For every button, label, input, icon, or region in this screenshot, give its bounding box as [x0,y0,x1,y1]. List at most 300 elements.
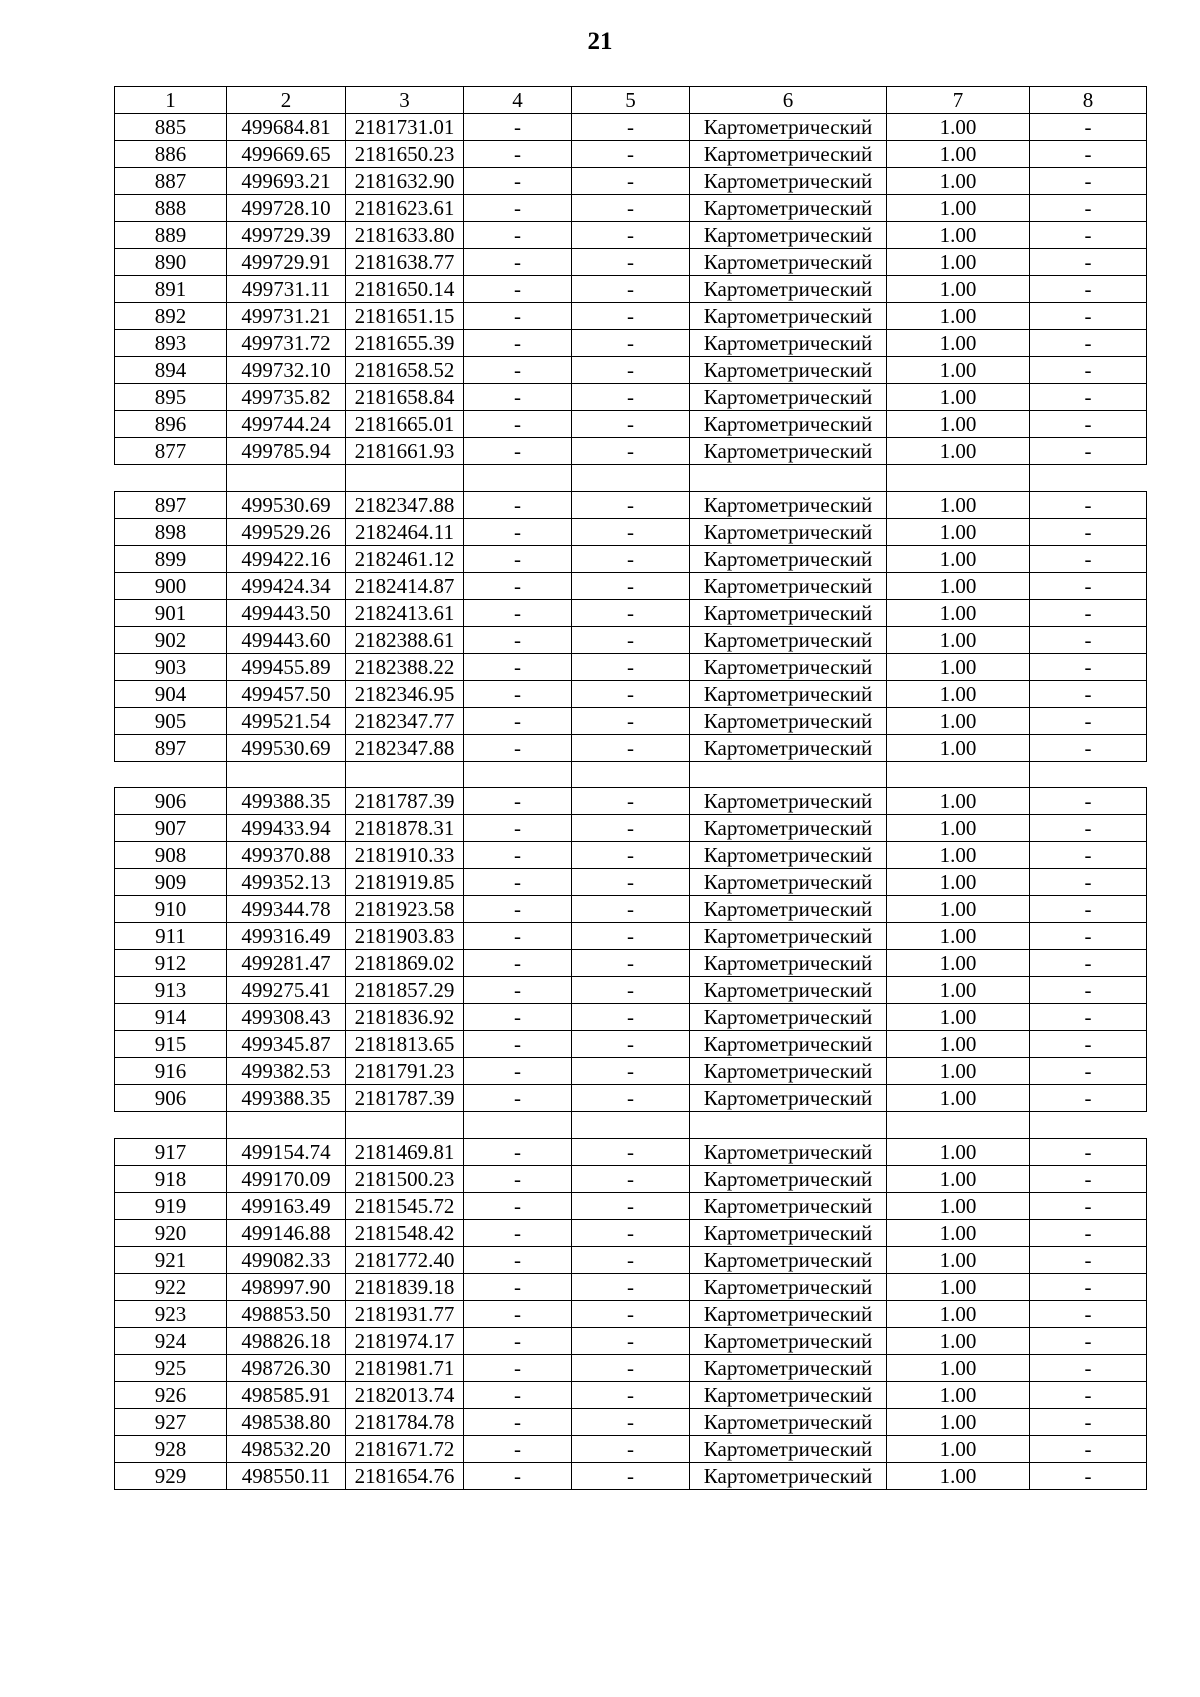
table-cell: 1.00 [887,1031,1030,1058]
table-cell: - [572,545,690,572]
table-cell: 904 [115,680,227,707]
table-cell: 2181974.17 [346,1327,464,1354]
table-cell: 1.00 [887,1327,1030,1354]
table-cell: 2181731.01 [346,114,464,141]
table-cell: - [1030,599,1147,626]
table-cell: Картометрический [690,1246,887,1273]
table-cell: - [464,680,572,707]
table-cell: 498532.20 [227,1435,346,1462]
table-cell: Картометрический [690,1327,887,1354]
table-cell: - [464,276,572,303]
table-cell: 499457.50 [227,680,346,707]
table-cell: 910 [115,896,227,923]
table-cell: 898 [115,518,227,545]
table-cell: - [572,1408,690,1435]
table-cell: - [464,842,572,869]
header-cell: 3 [346,87,464,114]
separator-row [115,465,1147,492]
table-cell: 2182013.74 [346,1381,464,1408]
table-row [115,1273,1147,1300]
empty-cell [346,465,464,492]
table-cell: 1.00 [887,518,1030,545]
table-cell: 2181839.18 [346,1273,464,1300]
table-cell: - [464,1165,572,1192]
table-cell: 924 [115,1327,227,1354]
table-cell: 1.00 [887,114,1030,141]
table-cell: 499345.87 [227,1031,346,1058]
table-cell: 499316.49 [227,923,346,950]
table-cell: 877 [115,438,227,465]
table-cell: 2182388.22 [346,653,464,680]
empty-cell [227,761,346,788]
table-cell: - [572,411,690,438]
table-cell: - [572,1462,690,1489]
table-cell: - [1030,1381,1147,1408]
table-cell: 1.00 [887,923,1030,950]
table-cell: Картометрический [690,653,887,680]
table-cell: - [572,168,690,195]
table-cell: 498826.18 [227,1327,346,1354]
table-cell: 906 [115,1085,227,1112]
table-row [115,1381,1147,1408]
table-row [115,357,1147,384]
table-cell: 925 [115,1354,227,1381]
table-cell: Картометрический [690,1192,887,1219]
table-cell: 2181903.83 [346,923,464,950]
table-cell: 926 [115,1381,227,1408]
table-cell: 2181869.02 [346,950,464,977]
table-cell: Картометрический [690,1165,887,1192]
table-cell: - [464,1004,572,1031]
table-cell: 498726.30 [227,1354,346,1381]
table-cell: 2181919.85 [346,869,464,896]
table-cell: 897 [115,491,227,518]
table-cell: - [464,653,572,680]
table-cell: - [1030,626,1147,653]
table-cell: 2182464.11 [346,518,464,545]
header-cell: 6 [690,87,887,114]
table-cell: - [572,707,690,734]
table-cell: 2181650.14 [346,276,464,303]
table-cell: 1.00 [887,815,1030,842]
table-cell: - [572,1273,690,1300]
table-cell: Картометрический [690,788,887,815]
table-cell: - [1030,707,1147,734]
table-cell: - [1030,141,1147,168]
table-cell: Картометрический [690,923,887,950]
table-cell: - [572,923,690,950]
table-cell: 499443.50 [227,599,346,626]
table-cell: 2181791.23 [346,1058,464,1085]
table-cell: Картометрический [690,491,887,518]
empty-cell [464,1112,572,1139]
table-cell: Картометрический [690,977,887,1004]
table-cell: 2181878.31 [346,815,464,842]
separator-row [115,1112,1147,1139]
table-cell: 2181548.42 [346,1219,464,1246]
table-cell: 499344.78 [227,896,346,923]
empty-cell [464,465,572,492]
table-cell: 905 [115,707,227,734]
table-row [115,222,1147,249]
table-row [115,707,1147,734]
table-cell: 499370.88 [227,842,346,869]
table-cell: - [464,1138,572,1165]
table-cell: Картометрический [690,1354,887,1381]
table-cell: - [464,168,572,195]
table-cell: 892 [115,303,227,330]
table-cell: - [1030,249,1147,276]
table-row [115,1192,1147,1219]
table-cell: 499669.65 [227,141,346,168]
empty-cell [346,761,464,788]
table-cell: Картометрический [690,842,887,869]
table-cell: Картометрический [690,734,887,761]
table-cell: - [1030,1058,1147,1085]
table-cell: Картометрический [690,114,887,141]
table-row [115,815,1147,842]
header-cell: 1 [115,87,227,114]
table-cell: - [464,1462,572,1489]
empty-cell [227,1112,346,1139]
table-cell: 2181836.92 [346,1004,464,1031]
table-cell: 1.00 [887,1435,1030,1462]
table-cell: - [572,222,690,249]
table-cell: - [1030,1354,1147,1381]
table-cell: - [572,599,690,626]
table-cell: 915 [115,1031,227,1058]
table-cell: - [464,249,572,276]
table-cell: 2181931.77 [346,1300,464,1327]
table-row [115,384,1147,411]
table-cell: - [572,1058,690,1085]
table-cell: - [1030,1085,1147,1112]
table-cell: - [1030,114,1147,141]
table-cell: - [572,491,690,518]
table-cell: - [464,1246,572,1273]
table-cell: - [1030,1327,1147,1354]
page-number: 21 [587,28,613,55]
table-cell: 499443.60 [227,626,346,653]
table-row [115,141,1147,168]
table-cell: Картометрический [690,1004,887,1031]
table-cell: - [464,1273,572,1300]
table-cell: 499275.41 [227,977,346,1004]
table-cell: - [1030,1004,1147,1031]
table-cell: - [572,815,690,842]
table-cell: - [1030,815,1147,842]
table-row [115,1300,1147,1327]
table-cell: - [572,572,690,599]
table-cell: 2181665.01 [346,411,464,438]
table-cell: 1.00 [887,384,1030,411]
empty-cell [115,465,227,492]
table-cell: 1.00 [887,249,1030,276]
table-cell: Картометрический [690,195,887,222]
table-row [115,1327,1147,1354]
table-cell: - [572,977,690,1004]
table-cell: - [464,896,572,923]
table-cell: 909 [115,869,227,896]
table-cell: - [1030,438,1147,465]
table-cell: 896 [115,411,227,438]
table-cell: - [464,1031,572,1058]
table-cell: Картометрический [690,303,887,330]
table-cell: 897 [115,734,227,761]
table-cell: 499455.89 [227,653,346,680]
table-cell: - [572,1138,690,1165]
header-cell: 8 [1030,87,1147,114]
table-cell: Картометрический [690,1219,887,1246]
header-cell: 7 [887,87,1030,114]
table-cell: - [572,384,690,411]
table-cell: 1.00 [887,141,1030,168]
empty-cell [690,761,887,788]
table-cell: - [1030,653,1147,680]
table-cell: 912 [115,950,227,977]
table-cell: Картометрический [690,572,887,599]
table-cell: Картометрический [690,815,887,842]
table-cell: 886 [115,141,227,168]
table-cell: - [464,1435,572,1462]
table-cell: - [464,114,572,141]
table-cell: 2181469.81 [346,1138,464,1165]
table-cell: - [1030,977,1147,1004]
table-cell: 499729.39 [227,222,346,249]
table-cell: - [572,330,690,357]
table-cell: - [572,141,690,168]
table-row [115,249,1147,276]
table-cell: 1.00 [887,357,1030,384]
table-cell: - [572,1165,690,1192]
table-cell: Картометрический [690,896,887,923]
table-cell: - [464,869,572,896]
table-cell: - [464,330,572,357]
table-cell: - [1030,195,1147,222]
table-cell: 2181623.61 [346,195,464,222]
table-cell: - [1030,1165,1147,1192]
table-cell: 902 [115,626,227,653]
table-cell: - [1030,1031,1147,1058]
table-cell: 2181658.52 [346,357,464,384]
table-cell: - [464,222,572,249]
table-cell: 895 [115,384,227,411]
table-cell: Картометрический [690,276,887,303]
table-cell: Картометрический [690,1300,887,1327]
table-cell: - [1030,545,1147,572]
separator-row [115,761,1147,788]
table-row [115,1138,1147,1165]
table-cell: 2181857.29 [346,977,464,1004]
table-row [115,1219,1147,1246]
table-cell: - [1030,1435,1147,1462]
table-cell: - [1030,1219,1147,1246]
table-cell: Картометрический [690,626,887,653]
table-cell: 499170.09 [227,1165,346,1192]
table-cell: 499684.81 [227,114,346,141]
header-cell: 5 [572,87,690,114]
empty-cell [115,1112,227,1139]
table-cell: 1.00 [887,195,1030,222]
table-cell: 2181650.23 [346,141,464,168]
table-cell: - [464,950,572,977]
table-cell: - [1030,734,1147,761]
table-row [115,653,1147,680]
table-cell: - [1030,572,1147,599]
table-cell: 499744.24 [227,411,346,438]
table-cell: Картометрический [690,599,887,626]
table-cell: 499281.47 [227,950,346,977]
table-cell: - [464,411,572,438]
table-cell: - [572,869,690,896]
table-cell: - [572,114,690,141]
table-cell: 894 [115,357,227,384]
table-cell: 918 [115,1165,227,1192]
table-cell: - [572,1219,690,1246]
table-cell: Картометрический [690,411,887,438]
header-cell: 4 [464,87,572,114]
table-cell: 2181632.90 [346,168,464,195]
table-cell: 2181923.58 [346,896,464,923]
table-cell: 917 [115,1138,227,1165]
table-cell: 908 [115,842,227,869]
empty-cell [346,1112,464,1139]
table-cell: - [572,195,690,222]
empty-cell [572,761,690,788]
empty-cell [887,1112,1030,1139]
table-cell: - [572,249,690,276]
table-row [115,950,1147,977]
table-cell: - [464,1327,572,1354]
table-cell: 1.00 [887,276,1030,303]
table-cell: 911 [115,923,227,950]
table-cell: 2182388.61 [346,626,464,653]
empty-cell [1030,761,1147,788]
table-cell: 901 [115,599,227,626]
table-cell: 2181654.76 [346,1462,464,1489]
empty-cell [464,761,572,788]
table-cell: 2182347.77 [346,707,464,734]
table-cell: - [464,195,572,222]
table-cell: 499731.11 [227,276,346,303]
table-cell: 2181633.80 [346,222,464,249]
table-cell: Картометрический [690,1058,887,1085]
table-cell: 1.00 [887,1408,1030,1435]
table-cell: 2181981.71 [346,1354,464,1381]
table-cell: - [1030,491,1147,518]
table-cell: Картометрический [690,707,887,734]
table-row [115,1031,1147,1058]
table-cell: - [572,1085,690,1112]
table-cell: - [464,438,572,465]
table-cell: 499728.10 [227,195,346,222]
table-cell: 1.00 [887,680,1030,707]
table-row [115,599,1147,626]
table-cell: 1.00 [887,869,1030,896]
table-cell: 499731.21 [227,303,346,330]
table-cell: - [572,303,690,330]
table-cell: - [1030,168,1147,195]
table-cell: 499154.74 [227,1138,346,1165]
table-row [115,168,1147,195]
table-row [115,276,1147,303]
table-cell: 499146.88 [227,1219,346,1246]
empty-cell [690,465,887,492]
table-cell: - [572,357,690,384]
table-cell: 927 [115,1408,227,1435]
table-cell: - [464,923,572,950]
empty-cell [115,761,227,788]
table-cell: - [1030,1246,1147,1273]
table-cell: 499424.34 [227,572,346,599]
table-cell: - [572,438,690,465]
table-cell: 1.00 [887,1462,1030,1489]
table-cell: - [1030,303,1147,330]
table-cell: 498550.11 [227,1462,346,1489]
table-cell: - [572,950,690,977]
table-row [115,303,1147,330]
table-cell: 1.00 [887,1354,1030,1381]
table-row [115,1246,1147,1273]
table-cell: 499521.54 [227,707,346,734]
table-row [115,114,1147,141]
table-cell: 913 [115,977,227,1004]
table-cell: Картометрический [690,680,887,707]
table-cell: 1.00 [887,303,1030,330]
empty-cell [690,1112,887,1139]
table-cell: - [1030,411,1147,438]
table-cell: Картометрический [690,518,887,545]
table-row [115,842,1147,869]
table-cell: Картометрический [690,168,887,195]
table-cell: 887 [115,168,227,195]
table-cell: 2181671.72 [346,1435,464,1462]
table-cell: 920 [115,1219,227,1246]
table-cell: 2181500.23 [346,1165,464,1192]
table-row [115,626,1147,653]
table-cell: 2181545.72 [346,1192,464,1219]
table-cell: 2181787.39 [346,1085,464,1112]
table-row [115,734,1147,761]
table-cell: Картометрический [690,1381,887,1408]
table-cell: 499529.26 [227,518,346,545]
table-cell: - [464,384,572,411]
table-cell: Картометрический [690,1085,887,1112]
table-cell: Картометрический [690,1462,887,1489]
table-row [115,1058,1147,1085]
table-cell: - [464,788,572,815]
table-cell: 1.00 [887,1192,1030,1219]
table-cell: Картометрический [690,869,887,896]
table-cell: - [1030,1408,1147,1435]
coordinates-table [114,86,1147,1490]
table-cell: 498853.50 [227,1300,346,1327]
table-cell: - [572,680,690,707]
table-cell: Картометрический [690,141,887,168]
table-cell: - [464,734,572,761]
table-cell: 1.00 [887,330,1030,357]
table-row [115,923,1147,950]
table-cell: 919 [115,1192,227,1219]
table-cell: 899 [115,545,227,572]
table-cell: - [464,1408,572,1435]
table-cell: 921 [115,1246,227,1273]
table-cell: 2182461.12 [346,545,464,572]
table-cell: 499388.35 [227,1085,346,1112]
table-cell: 903 [115,653,227,680]
table-cell: - [464,141,572,168]
table-cell: 499082.33 [227,1246,346,1273]
